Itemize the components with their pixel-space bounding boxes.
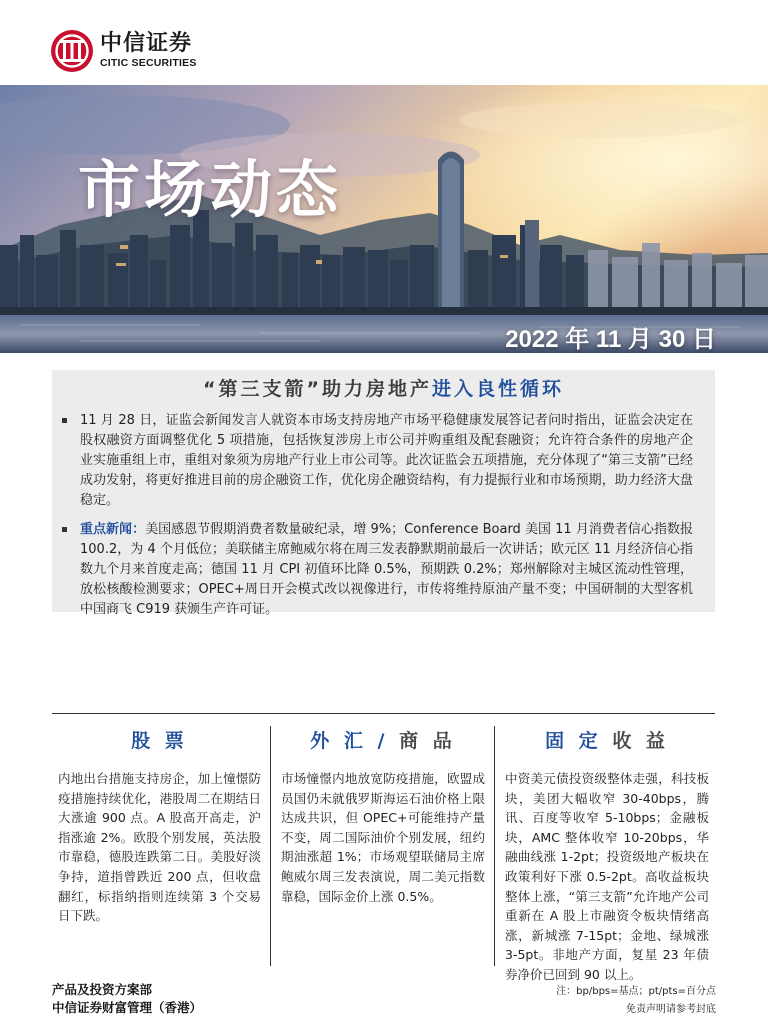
key-news [80,520,693,620]
fi-heading-main: 固 定 [545,730,602,752]
footer-disclaimer: 免责声明请参考封底 [626,1004,716,1015]
column-divider [494,726,495,966]
key-news-label: 重点新闻： [80,522,146,537]
feature-box [52,370,715,617]
column-divider [270,726,271,966]
feature-title [52,374,715,401]
feature-title-part2: 进入良性循环 [431,378,564,400]
fx-commodities-text: 市场憧憬内地放宽防疫措施，欧盟成员国仍未就俄罗斯海运石油价格上限达成共识，但 OPEC+可能维持产量不变，周二国际油价个别发展，纽约期油涨超 1%；市场观望联储局主席鲍威尔周三发表演说，周二美元指数靠稳，国际金价上涨 0.5%。 [281,771,485,904]
feature-title-part1: “第三支箭”助力房地产 [203,378,432,400]
report-date: 2022 年 11 月 30 日 [505,326,716,353]
footer-note: 注：bp/bps=基点；pt/pts=百分点 [556,986,716,997]
footer-right [556,983,716,1019]
key-news-text: 美国感恩节假期消费者数量破纪录，增 9%；Conference Board 美国 11 月消费者信心指数报 100.2，为 4 个月低位；美联储主席鲍威尔将在周三发表静默期前最后一次讲话；欧元区 11 月经济信心指数九个月来首度走高；德国 11 月 CPI 初值环比降 0.5%，预期跌 0.2%；郑州解除对主城区流动性管理，放松核酸检测要求；OPEC+周日开会模式改以视像进行，市传将维持原油产量不变；中国研制的大型客机中国商飞 C919 获颁生产许可证。 [80,522,693,617]
fx-heading-sub: 商 品 [399,730,456,752]
fi-heading-sub: 收 益 [612,730,669,752]
citic-logo [50,29,197,73]
fixed-income-column [499,714,715,982]
market-columns [52,713,715,982]
page-title: 市场动态 [78,153,343,226]
footer-left [52,981,202,1017]
footer-company: 中信证券财富管理（香港） [52,1000,203,1015]
fixed-income-heading [499,726,715,753]
brand-name-cn: 中信证券 [100,31,193,56]
equities-heading: 股 票 [131,730,188,752]
footer-department: 产品及投资方案部 [52,982,153,997]
fx-commodities-column [275,714,491,972]
equities-column [52,714,267,972]
feature-paragraph [80,411,693,511]
feature-paragraph-text: 11 月 28 日，证监会新闻发言人就资本市场支持房地产市场平稳健康发展答记者问时指出，证监会决定在股权融资方面调整优化 5 项措施，包括恢复涉房上市公司并购重组及配套融资；允许符合条件的房地产企业实施重组上市，重组对象须为房地产行业上市公司等。此次证监会五项措施，充分体现了“第三支箭”已经成功发射，将更好推进目前的房企融资工作，优化房企融资结构，有力提振行业和市场预期，助力经济大盘稳定。 [80,413,693,508]
fixed-income-text: 中资美元债投资级整体走强，科技板块，美团大幅收窄 30-40bps，腾讯、百度等收窄 5-10bps；金融板块，AMC 整体收窄 10-20bps，华融曲线涨 1-2pt；投资级地产板块在政策利好下涨 0.5-2pt。高收益板块整体上涨，“第三支箭”允许地产公司重新在 A 股上市融资令板块情绪高涨，新城涨 7-15pt；金地、绿城涨 3-5pt。非地产方面，复星 23 年债券净价已回到 90 以上。 [505,771,709,982]
equities-text: 内地出台措施支持房企，加上憧憬防疫措施持续优化，港股周二在期结日大涨逾 900 点。A 股高开高走，沪指涨逾 2%。欧股个别发展，英法股市靠稳，德股连跌第二日。美股好淡争持，道指曾跌近 200 点，但收盘翻红，标指纳指则连续第 3 个交易日下跌。 [58,771,261,924]
fx-heading-main: 外 汇 [310,730,367,752]
brand-name-en: CITIC SECURITIES [100,57,197,69]
feature-bullets [52,411,715,620]
fx-commodities-heading [275,726,491,753]
citic-logo-icon [50,29,94,73]
fx-heading-separator: / [366,730,400,752]
hero-banner [0,85,768,353]
